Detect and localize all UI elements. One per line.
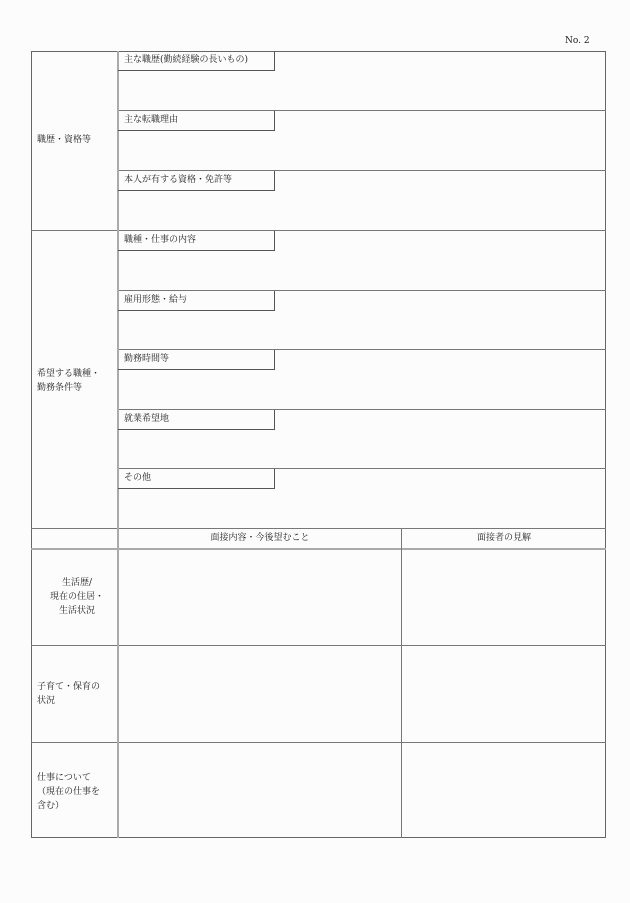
qualifications-field[interactable] [119,191,605,229]
work-content-field[interactable] [119,743,400,837]
row-label-line: 生活状況 [58,606,95,616]
row-label-work [37,771,100,813]
main-career-field[interactable] [119,72,605,109]
working-hours-field[interactable] [119,370,605,408]
label-employment-salary: 雇用形態・給与 [118,291,275,311]
childcare-opinion-field[interactable] [402,646,605,741]
row-label-line: 子育て・保育の [37,682,101,692]
employment-salary-field[interactable] [119,311,605,348]
page-number: No. 2 [565,36,590,46]
row-label-line: （現在の仕事を [37,787,101,797]
label-job-type: 職種・仕事の内容 [118,231,275,251]
label-qualifications: 本人が有する資格・免許等 [118,171,275,191]
label-other: その他 [118,469,275,489]
job-type-field[interactable] [119,251,605,289]
row-label-line: 生活歴/ [61,578,93,588]
childcare-content-field[interactable] [119,646,400,741]
category-desired-line1: 希望する職種・ [37,369,101,379]
work-location-field[interactable] [119,430,605,467]
row-label-childcare [37,680,100,708]
header-interview-content: 面接内容・今後望むこと [210,533,310,543]
category-career: 職歴・資格等 [37,135,92,145]
living-opinion-field[interactable] [402,550,605,644]
category-desired-line2: 勤務条件等 [37,383,83,393]
row-label-living [38,576,116,618]
label-working-hours: 勤務時間等 [118,350,275,370]
label-job-change-reason: 主な転職理由 [118,111,275,131]
row-label-line: 仕事について [37,773,91,783]
label-main-career: 主な職歴(勤続経験の長いもの) [118,51,275,71]
job-change-reason-field[interactable] [119,131,605,169]
other-field[interactable] [119,489,605,527]
living-content-field[interactable] [119,550,400,644]
row-label-line: 含む） [37,801,65,811]
row-label-line: 現在の住居・ [49,592,104,602]
row-label-line: 状況 [37,696,56,706]
header-interviewer-opinion: 面接者の見解 [476,533,531,543]
work-opinion-field[interactable] [402,743,605,837]
label-work-location: 就業希望地 [118,410,275,430]
